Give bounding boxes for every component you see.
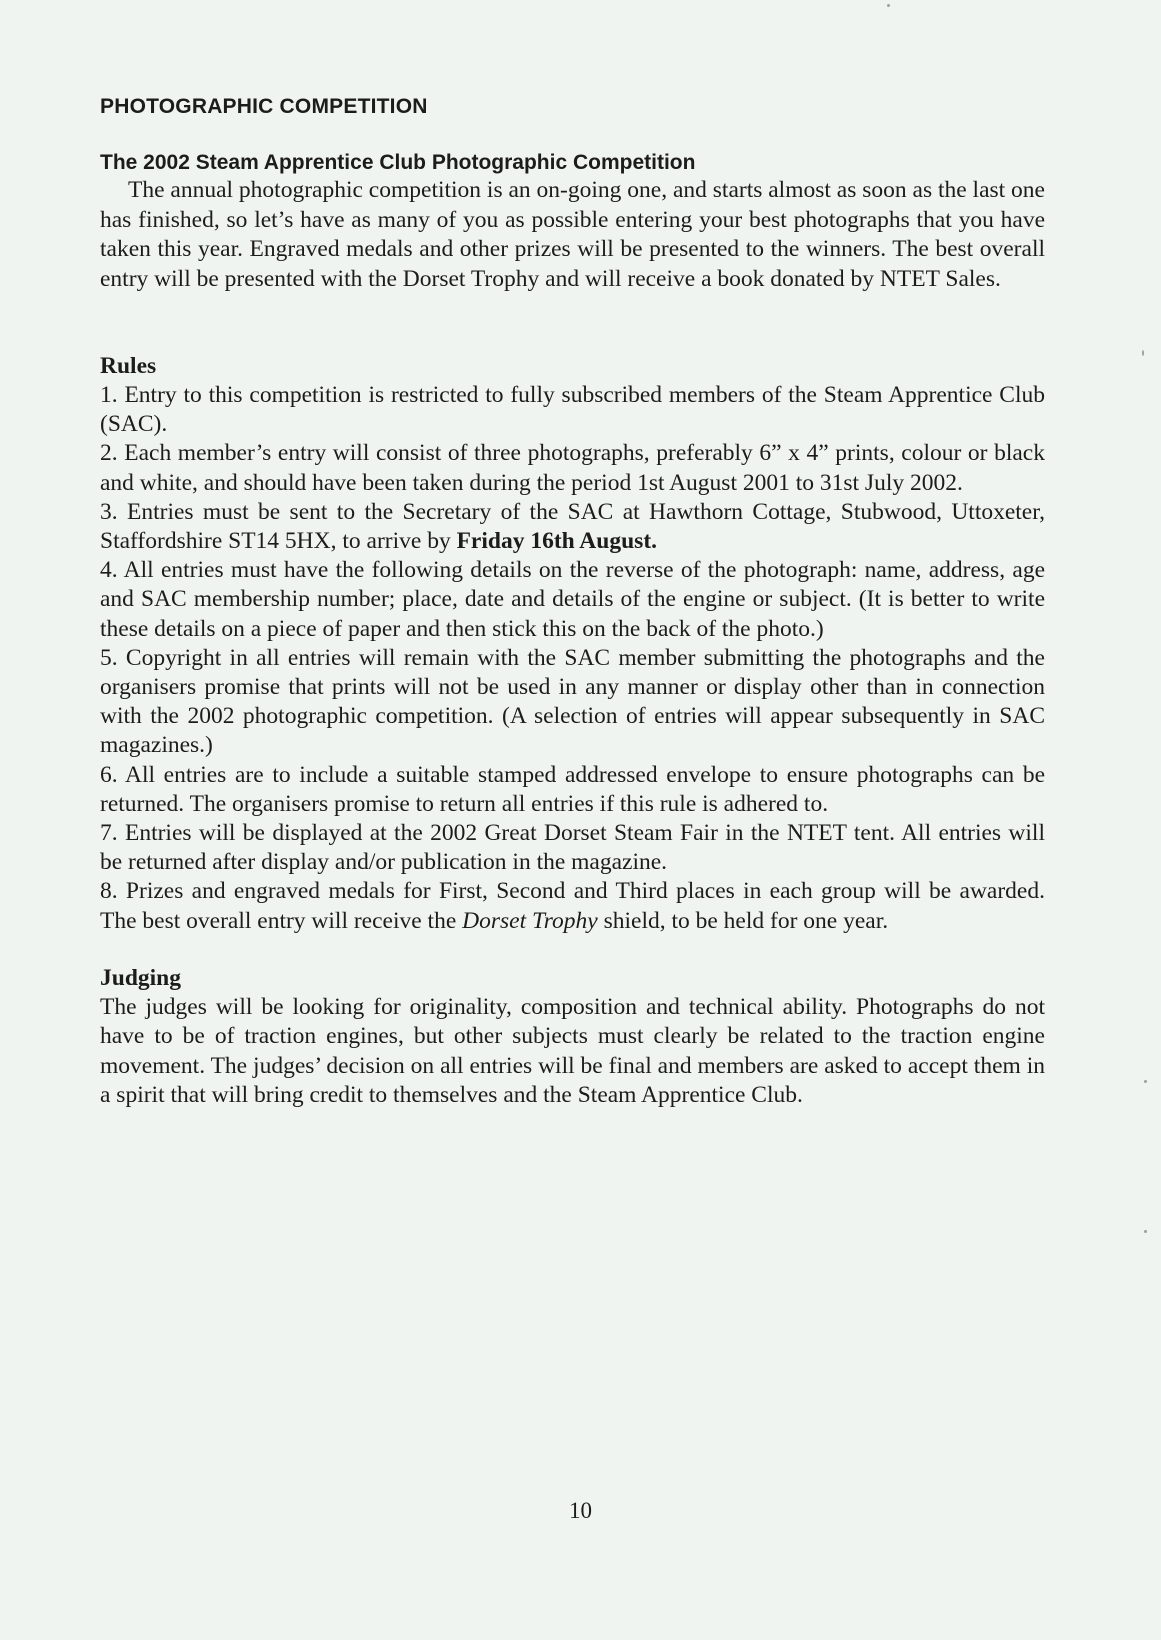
rule-4: 4. All entries must have the following details on the reverse of the photograph: name, address, age and SAC membership number; place, date and details of the engine or subject. (It is better to write these details on a piece of paper and then stick this on the back of the photo.) bbox=[100, 557, 1045, 642]
competition-subtitle: The 2002 Steam Apprentice Club Photographic Competition bbox=[100, 151, 696, 174]
rule-2: 2. Each member’s entry will consist of three photographs, preferably 6” x 4” prints, colour or black and white, and should have been taken during the period 1st August 2001 to 31st July 2002. bbox=[100, 440, 1045, 496]
rule-8 bbox=[100, 877, 1045, 935]
rule-6: 6. All entries are to include a suitable stamped addressed envelope to ensure photographs can be returned. The organisers promise to return all entries if this rule is adhered to. bbox=[100, 761, 1045, 817]
paper-speck bbox=[887, 4, 890, 7]
rule-3-deadline: Friday 16th August. bbox=[456, 528, 658, 555]
rule-1: 1. Entry to this competition is restricted to fully subscribed members of the Steam Apprentice Club (SAC). bbox=[100, 382, 1045, 438]
rule-8-trophy: Dorset Trophy bbox=[462, 907, 598, 934]
article-content bbox=[100, 94, 1045, 1111]
rule-3-text: 3. Entries must be sent to the Secretary of the SAC at Hawthorn Cottage, Stubwood, Uttoxeter, Staffordshire ST14 5HX, to arrive by bbox=[100, 498, 1045, 555]
judging-heading: Judging bbox=[100, 964, 181, 991]
paper-speck bbox=[1144, 1230, 1147, 1233]
paper-speck bbox=[1142, 350, 1144, 356]
rule-7: 7. Entries will be displayed at the 2002 Great Dorset Steam Fair in the NTET tent. All entries will be returned after display and/or publication in the magazine. bbox=[100, 820, 1045, 876]
judging-paragraph: The judges will be looking for originality, composition and technical ability. Photographs do not have to be of traction engines, but other subjects must clearly be related to the traction engine movement. The judges’ decision on all entries will be final and members are asked to accept them in a spirit that will bring credit to themselves and the Steam Apprentice Club. bbox=[100, 993, 1045, 1109]
page-number: 10 bbox=[569, 1498, 592, 1523]
rule-8-end: shield, to be held for one year. bbox=[597, 907, 889, 934]
rules-heading: Rules bbox=[100, 353, 157, 379]
rule-5: 5. Copyright in all entries will remain with the SAC member submitting the photographs and the organisers promise that prints will not be used in any manner or display other than in connection with the 2002 photographic competition. (A selection of entries will appear subsequently in SAC magazines.) bbox=[100, 644, 1045, 759]
rule-3 bbox=[100, 498, 1045, 556]
section-title: PHOTOGRAPHIC COMPETITION bbox=[100, 95, 428, 118]
intro-paragraph: The annual photographic competition is an on-going one, and starts almost as soon as the last one has finished, so let’s have as many of you as possible entering your best photographs that you have taken this year. Engraved medals and other prizes will be presented to the winners. The best overall entry will be presented with the Dorset Trophy and will receive a book donated by NTET Sales. bbox=[100, 177, 1045, 292]
paper-speck bbox=[1144, 1080, 1147, 1083]
rule-8-text: 8. Prizes and engraved medals for First, Second and Third places in each group will be awarded. The best overall entry will receive the bbox=[100, 878, 1045, 934]
